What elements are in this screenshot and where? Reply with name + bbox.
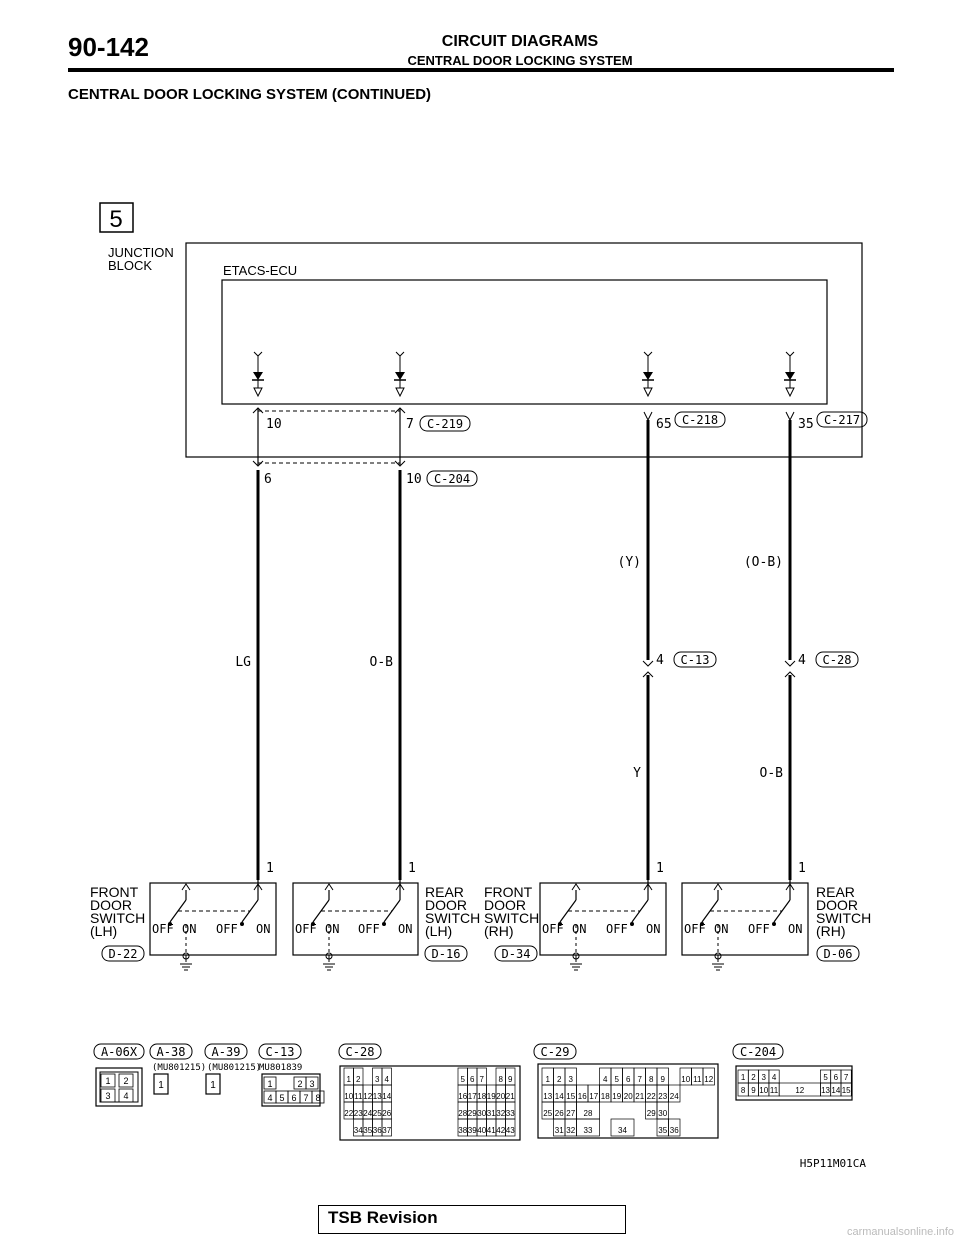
connector-pin: 14 — [554, 1092, 564, 1101]
switch-connector-label: D-06 — [823, 947, 853, 961]
connector-pin: 10 — [681, 1075, 691, 1084]
connector-pin: 32 — [496, 1109, 506, 1118]
connector-pin: 23 — [353, 1109, 363, 1118]
connector-pin: 1 — [740, 1073, 746, 1082]
connector-pin: 2 — [356, 1075, 361, 1084]
switch-state-on: ON — [714, 922, 729, 936]
connector-view-label: C-29 — [540, 1045, 570, 1059]
switch-name-front-rh: (RH) — [484, 923, 514, 939]
wire-color-label: O-B — [369, 655, 393, 670]
connector-pin: 25 — [372, 1109, 382, 1118]
switch-arrow — [182, 884, 190, 890]
connector-pin: 1 — [105, 1076, 111, 1086]
connector-pin: 3 — [309, 1079, 315, 1089]
connector-pin: 14 — [382, 1092, 392, 1101]
ecu-label: ETACS-ECU — [223, 263, 298, 278]
connector-pin: 33 — [505, 1109, 515, 1118]
connector-pin: 20 — [623, 1092, 633, 1101]
connector-pin: 5 — [614, 1075, 619, 1084]
connector-pin: 31 — [486, 1109, 496, 1118]
connector-pin: 19 — [612, 1092, 622, 1101]
connector-pin: 16 — [577, 1092, 587, 1101]
switch-contact-dot — [382, 922, 386, 926]
header-subtitle: CENTRAL DOOR LOCKING SYSTEM — [407, 53, 633, 68]
connector-pin: 20 — [496, 1092, 506, 1101]
connector-pin: 7 — [479, 1075, 484, 1084]
switch-state-on: ON — [256, 922, 271, 936]
connector-pin: 13 — [543, 1092, 553, 1101]
connector-pin: 18 — [477, 1092, 487, 1101]
ecu-connector-label: C-219 — [426, 417, 464, 431]
switch-name-front-lh: (LH) — [90, 923, 118, 939]
ecu-connector-label: C-217 — [823, 413, 861, 427]
ecu-pin-chevron — [644, 412, 652, 420]
connector-pin: 30 — [658, 1109, 668, 1118]
switch-state-off: OFF — [216, 922, 238, 936]
switch-name-front-rh: FRONT — [484, 884, 533, 900]
connector-pin: 18 — [600, 1092, 610, 1101]
connector-pin: 1 — [267, 1079, 273, 1089]
diode-symbol — [395, 372, 405, 380]
switch-state-on: ON — [572, 922, 587, 936]
ecu-connector-label: C-218 — [681, 413, 719, 427]
connector-pin: 21 — [635, 1092, 645, 1101]
wire-color-label: O-B — [759, 766, 783, 781]
wire-color-label: (Y) — [617, 555, 641, 570]
wire-color-label: Y — [633, 766, 641, 781]
switch-state-off: OFF — [542, 922, 564, 936]
wire-color-label: (O-B) — [743, 555, 783, 570]
diode-symbol — [643, 372, 653, 380]
switch-state-off: OFF — [606, 922, 628, 936]
switch-name-rear-lh: SWITCH — [425, 910, 481, 926]
connector-pin: 28 — [458, 1109, 468, 1118]
connector-pin: 34 — [618, 1126, 627, 1135]
ground-arrow — [786, 388, 794, 396]
switch-name-rear-rh: DOOR — [816, 897, 858, 913]
switch-state-on: ON — [398, 922, 413, 936]
intermediate-chevron — [643, 661, 653, 666]
connector-part-number: (MU801215) — [152, 1063, 207, 1073]
ground-arrow — [254, 388, 262, 396]
intermediate-connector-label: C-13 — [680, 653, 710, 667]
connector-pin: 5 — [460, 1075, 465, 1084]
jb-connector-label: C-204 — [433, 472, 471, 486]
connector-pin: 8 — [498, 1075, 503, 1084]
switch-arrow — [572, 884, 580, 890]
switch-name-rear-rh: REAR — [816, 884, 855, 900]
page-number: 90-142 — [68, 32, 149, 62]
connector-pin: 22 — [646, 1092, 656, 1101]
switch-pin-number: 1 — [266, 861, 274, 876]
switch-name-rear-rh: (RH) — [816, 923, 846, 939]
switch-state-on: ON — [788, 922, 803, 936]
connector-pin: 8 — [740, 1086, 746, 1095]
connector-pin: 2 — [557, 1075, 562, 1084]
intermediate-pin-number: 4 — [798, 653, 806, 668]
connector-pin: 41 — [486, 1126, 496, 1135]
connector-pin: 3 — [375, 1075, 380, 1084]
connector-pin: 35 — [363, 1126, 373, 1135]
ecu-pin-number: 7 — [406, 417, 414, 432]
connector-pin: 35 — [658, 1126, 668, 1135]
connector-pin: 29 — [646, 1109, 656, 1118]
connector-pin: 17 — [467, 1092, 477, 1101]
switch-connector-label: D-16 — [431, 947, 461, 961]
intermediate-chevron — [785, 661, 795, 666]
intermediate-connector-label: C-28 — [822, 653, 852, 667]
door-switch-box — [540, 883, 666, 955]
switch-name-front-lh: SWITCH — [90, 910, 146, 926]
connector-pin: 7 — [303, 1093, 309, 1103]
connector-pin: 13 — [821, 1086, 831, 1095]
ecu-terminal-hook — [254, 352, 262, 356]
connector-pin: 11 — [769, 1086, 779, 1095]
connector-pin: 11 — [354, 1092, 363, 1101]
diode-symbol — [253, 372, 263, 380]
connector-pin: 4 — [123, 1091, 129, 1101]
connector-pin: 36 — [372, 1126, 382, 1135]
connector-pin: 1 — [545, 1075, 550, 1084]
connector-pin: 25 — [543, 1109, 553, 1118]
switch-pin-number: 1 — [656, 861, 664, 876]
connector-pin: 21 — [505, 1092, 515, 1101]
connector-view-label: C-13 — [265, 1045, 295, 1059]
connector-pin: 28 — [583, 1109, 593, 1118]
connector-pin: 4 — [603, 1075, 608, 1084]
ecu-box — [222, 280, 827, 404]
switch-contact-dot — [240, 922, 244, 926]
switch-state-off: OFF — [358, 922, 380, 936]
connector-pin: 15 — [841, 1086, 851, 1095]
switch-name-rear-rh: SWITCH — [816, 910, 872, 926]
switch-name-front-lh: FRONT — [90, 884, 139, 900]
connector-pin: 24 — [669, 1092, 679, 1101]
connector-pin: 12 — [704, 1075, 714, 1084]
connector-pin: 33 — [583, 1126, 593, 1135]
connector-pin: 24 — [363, 1109, 373, 1118]
door-switch-box — [293, 883, 418, 955]
switch-name-front-rh: SWITCH — [484, 910, 540, 926]
switch-arrow — [714, 884, 722, 890]
connector-pin: 4 — [771, 1073, 777, 1082]
connector-pin: 2 — [751, 1073, 756, 1082]
connector-pin: 9 — [751, 1086, 756, 1095]
connector-pin: 10 — [344, 1092, 354, 1101]
diode-symbol — [785, 372, 795, 380]
wire-color-label: LG — [235, 655, 251, 670]
connector-view-label: A-38 — [156, 1045, 186, 1059]
ground-arrow — [644, 388, 652, 396]
connector-pin: 36 — [669, 1126, 679, 1135]
ecu-terminal-hook — [644, 352, 652, 356]
connector-pin: 11 — [693, 1075, 702, 1084]
figure-code: H5P11M01CA — [799, 1157, 866, 1170]
connector-view-label: A-39 — [211, 1045, 241, 1059]
connector-pin: 4 — [384, 1075, 389, 1084]
connector-pin: 34 — [353, 1126, 363, 1135]
switch-state-on: ON — [325, 922, 340, 936]
junction-block-label: JUNCTION — [108, 245, 174, 260]
connector-pin: 8 — [649, 1075, 654, 1084]
connector-pin: 6 — [470, 1075, 475, 1084]
connector-pin: 16 — [458, 1092, 468, 1101]
ecu-pin-number: 35 — [798, 417, 814, 432]
connector-pin: 15 — [566, 1092, 576, 1101]
junction-block-label: BLOCK — [108, 258, 153, 273]
switch-state-off: OFF — [684, 922, 706, 936]
switch-name-front-lh: DOOR — [90, 897, 132, 913]
connector-pin: 2 — [123, 1076, 129, 1086]
connector-pin: 26 — [554, 1109, 564, 1118]
connector-pin: 10 — [759, 1086, 769, 1095]
connector-pin: 22 — [344, 1109, 354, 1118]
connector-pin: 40 — [477, 1126, 487, 1135]
connector-pin: 6 — [833, 1073, 839, 1082]
connector-pin: 38 — [458, 1126, 468, 1135]
connector-pin: 19 — [486, 1092, 496, 1101]
connector-pin: 1 — [346, 1075, 351, 1084]
connector-pin: 4 — [267, 1093, 273, 1103]
connector-view-label: A-06X — [100, 1045, 138, 1059]
switch-name-rear-lh: (LH) — [425, 923, 453, 939]
footer-label: TSB Revision — [328, 1208, 438, 1227]
ecu-terminal-hook — [786, 352, 794, 356]
connector-pin: 23 — [658, 1092, 668, 1101]
section-heading: CENTRAL DOOR LOCKING SYSTEM (CONTINUED) — [68, 86, 432, 103]
ecu-pin-chevron — [786, 412, 794, 420]
switch-name-rear-lh: DOOR — [425, 897, 467, 913]
jb-pin-number: 10 — [406, 472, 422, 487]
connector-pin: 32 — [566, 1126, 576, 1135]
connector-pin: 13 — [372, 1092, 382, 1101]
switch-state-on: ON — [646, 922, 661, 936]
connector-pin: 14 — [831, 1086, 841, 1095]
door-switch-box — [682, 883, 808, 955]
switch-state-on: ON — [182, 922, 197, 936]
ecu-pin-number: 65 — [656, 417, 672, 432]
connector-pin: 8 — [315, 1093, 321, 1103]
watermark: carmanualsonline.info — [846, 1226, 954, 1238]
switch-state-off: OFF — [152, 922, 174, 936]
connector-pin: 2 — [297, 1079, 303, 1089]
connector-pin: 7 — [843, 1073, 849, 1082]
connector-pin: 12 — [795, 1086, 805, 1095]
connector-pin: 27 — [566, 1109, 576, 1118]
connector-pin: 39 — [467, 1126, 477, 1135]
door-switch-box — [150, 883, 276, 955]
connector-pin: 12 — [363, 1092, 373, 1101]
connector-pin: 3 — [568, 1075, 573, 1084]
connector-pin: 7 — [637, 1075, 642, 1084]
switch-pin-number: 1 — [408, 861, 416, 876]
switch-contact-dot — [630, 922, 634, 926]
switch-state-off: OFF — [748, 922, 770, 936]
connector-pin: 3 — [105, 1091, 111, 1101]
switch-connector-label: D-22 — [108, 947, 138, 961]
switch-connector-label: D-34 — [501, 947, 531, 961]
switch-name-front-rh: DOOR — [484, 897, 526, 913]
connector-pin: 9 — [660, 1075, 665, 1084]
ecu-terminal-hook — [396, 352, 404, 356]
connector-pin: 1 — [210, 1080, 216, 1091]
connector-pin: 5 — [823, 1073, 828, 1082]
connector-pin: 5 — [279, 1093, 285, 1103]
connector-pin: 37 — [382, 1126, 392, 1135]
connector-view-label: C-204 — [739, 1045, 777, 1059]
connector-pin: 6 — [626, 1075, 631, 1084]
ecu-pin-number: 10 — [266, 417, 282, 432]
connector-pin: 3 — [761, 1073, 766, 1082]
intermediate-pin-number: 4 — [656, 653, 664, 668]
connector-view-label: C-28 — [345, 1045, 375, 1059]
switch-contact-dot — [772, 922, 776, 926]
connector-pin: 30 — [477, 1109, 487, 1118]
connector-pin: 29 — [467, 1109, 477, 1118]
connector-pin: 9 — [508, 1075, 513, 1084]
connector-pin: 26 — [382, 1109, 392, 1118]
switch-name-rear-lh: REAR — [425, 884, 464, 900]
connector-pin: 17 — [589, 1092, 599, 1101]
switch-pin-number: 1 — [798, 861, 806, 876]
switch-arrow — [325, 884, 333, 890]
connector-pin: 43 — [505, 1126, 515, 1135]
connector-pin: 6 — [291, 1093, 297, 1103]
switch-state-off: OFF — [295, 922, 317, 936]
connector-part-number: (MU801215) — [207, 1063, 262, 1073]
ground-arrow — [396, 388, 404, 396]
jb-pin-number: 6 — [264, 472, 272, 487]
connector-pin: 31 — [554, 1126, 564, 1135]
connector-pin: 1 — [158, 1080, 164, 1091]
header-title: CIRCUIT DIAGRAMS — [441, 33, 599, 50]
connector-pin: 42 — [496, 1126, 506, 1135]
page-marker: 5 — [109, 206, 123, 233]
connector-part-number: MU801839 — [259, 1063, 303, 1073]
